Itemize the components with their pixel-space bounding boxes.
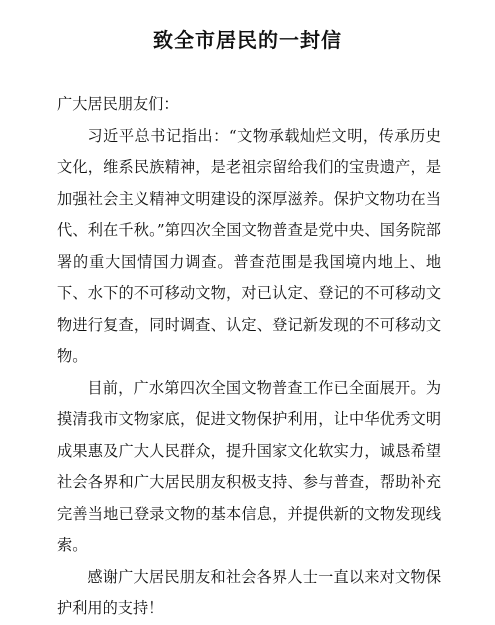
paragraph-appeal: 目前，广水第四次全国文物普查工作已全面展开。为摸清我市文物家底，促进文物保护利用，让中华优秀文明成果惠及广大人民群众，提升国家文化软实力，诚恳希望社会各界和广大居民朋友积极支持、参与普查，帮助补充完善当地已登录文物的基本信息，并提供新的文物发现线索。 xyxy=(57,378,441,554)
salutation: 广大居民朋友们： xyxy=(57,95,179,113)
paragraph-quote: 习近平总书记指出：“文物承载灿烂文明，传承历史文化，维系民族精神，是老祖宗留给我们的宝贵遗产，是加强社会主义精神文明建设的深厚滋养。保护文物功在当代、利在千秋。”第四次全国文物普查是党中央、国务院部署的重大国情国力调查。普查范围是我国境内地上、地下、水下的不可移动文物，对已认定、登记的不可移动文物进行复查，同时调查、认定、登记新发现的不可移动文物。 xyxy=(57,126,441,365)
letter-title: 致全市居民的一封信 xyxy=(153,28,342,52)
paragraph-thanks: 感谢广大居民朋友和社会各界人士一直以来对文物保护利用的支持！ xyxy=(57,567,441,617)
letter-body xyxy=(57,89,441,625)
